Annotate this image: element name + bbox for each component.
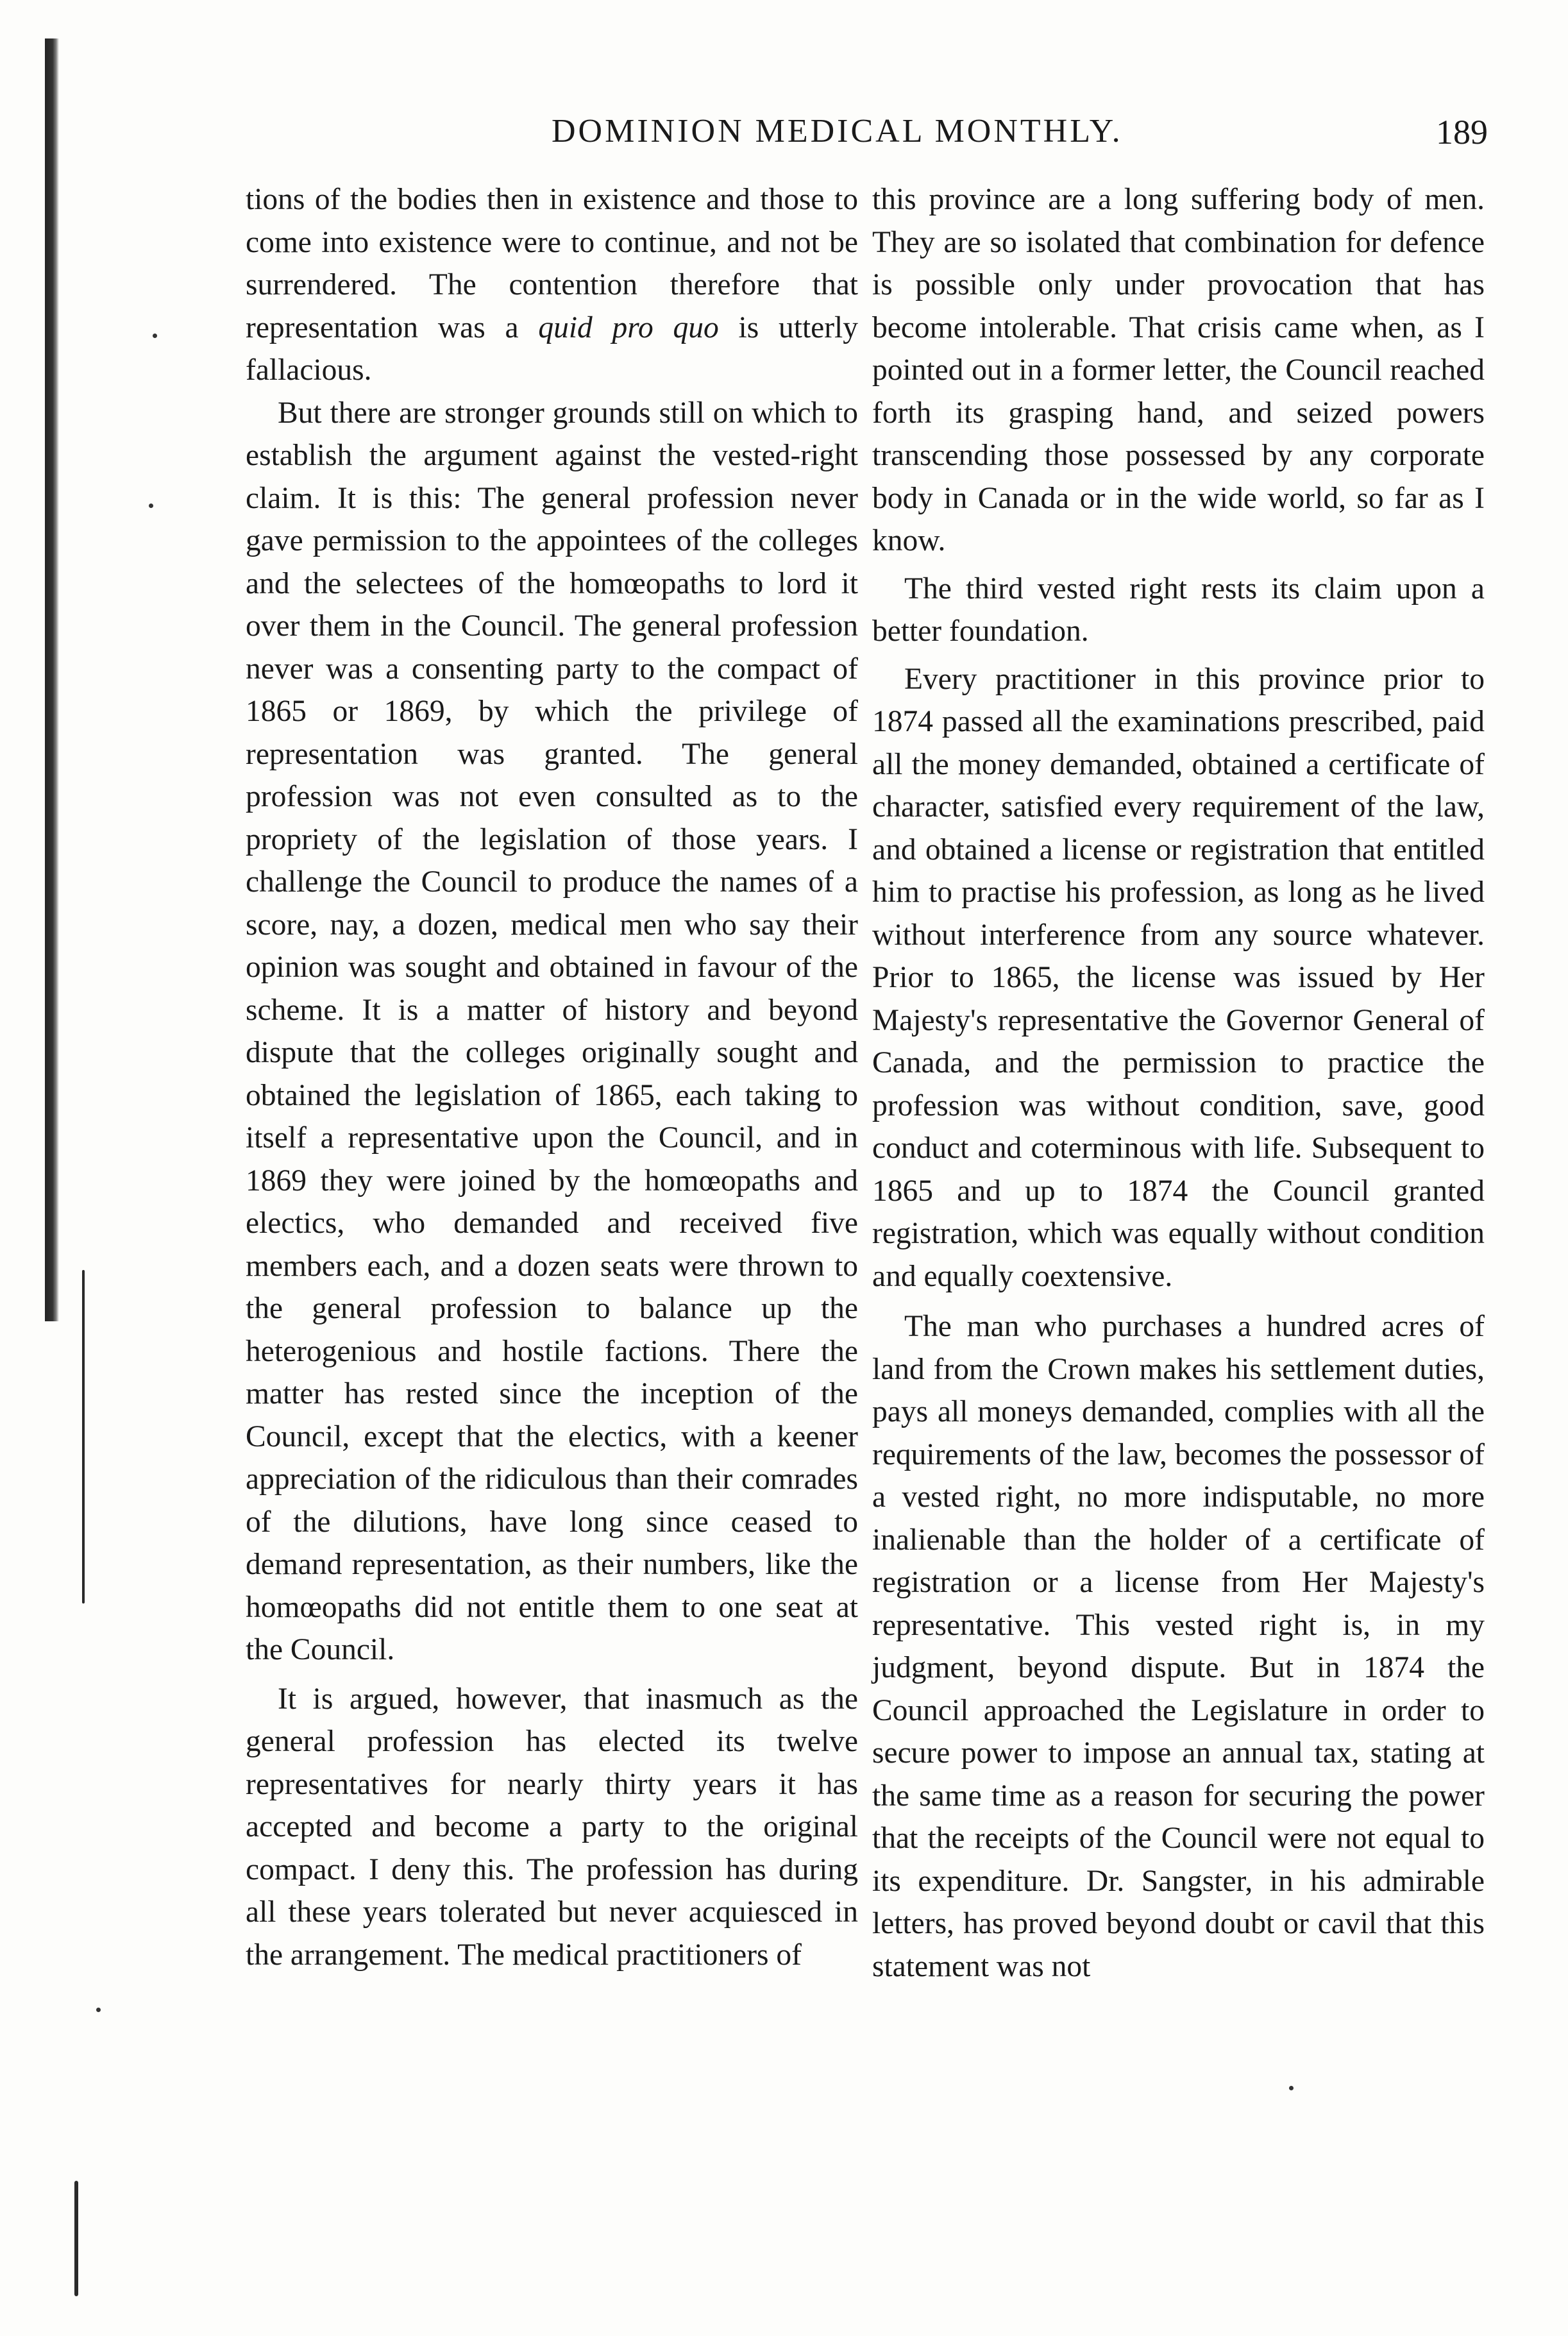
binding-edge-shadow xyxy=(45,38,59,1321)
paragraph: The third vested right rests its claim upon a better foundation. xyxy=(872,571,1485,648)
italic-phrase: quid pro quo xyxy=(538,310,719,344)
left-column xyxy=(246,178,858,1976)
scan-speck xyxy=(149,504,153,508)
text-run: tions of the bodies then in existence and those to come into existence were to continue, and not be surrendered. The contention therefore that representation was a xyxy=(246,183,858,344)
page-header xyxy=(552,112,1488,164)
paragraph: Every practitioner in this province prior to 1874 passed all the examinations prescribed, paid all the money demanded, obtained a certificate of character, satisfied every requirement of the law, and obtained a license or registration that entitled him to practise his profession, as long as he lived without interference from any source whatever. Prior to 1865, the license was issued by Her Majesty's representative the Governor General of Canada, and the permission to practice the profession was without condition, save, good conduct and coterminous with life. Subsequent to 1865 and up to 1874 the Council granted registration, which was equally without condition and equally coextensive. xyxy=(872,662,1485,1293)
scan-speck xyxy=(153,334,157,338)
running-title: DOMINION MEDICAL MONTHLY. xyxy=(552,113,1123,149)
paragraph xyxy=(246,178,858,392)
binding-edge-mark-bottom xyxy=(74,2181,78,2296)
page-number: 189 xyxy=(1436,113,1488,151)
paragraph: The man who purchases a hundred acres of land from the Crown makes his settlement duties, pays all moneys demanded, complies with all the requirements of the law, becomes the possessor of a vested right, no more indisputable, no more inalienable than the holder of a certificate of registration or a license from Her Majesty's representative. This vested right is, in my judgment, beyond dispute. But in 1874 the Council approached the Legislature in order to secure power to impose an annual tax, stating at the same time as a reason for securing the power that the receipts of the Council were not equal to its expenditure. Dr. Sangster, in his admirable letters, has proved beyond doubt or cavil that this statement was not xyxy=(872,1310,1485,1983)
paragraph: this province are a long suffering body of men. They are so isolated that combination for defence is possible only under provocation that has become intolerable. That crisis came when, as I pointed out in a former letter, the Council reached forth its grasping hand, and seized powers transcending those possessed by any corporate body in Canada or in the wide world, so far as I know. xyxy=(872,183,1485,557)
paragraph: But there are stronger grounds still on which to establish the argument against the vested-right claim. It is this: The general profession never gave permission to the appointees of the colleges and the selectees of the homœopaths to lord it over them in the Council. The general profession never was a consenting party to the compact of 1865 or 1869, by which the privilege of representation was granted. The general profession was not even consulted as to the propriety of the legislation of those years. I challenge the Council to produce the names of a score, nay, a dozen, medical men who say their opinion was sought and obtained in favour of the scheme. It is a matter of history and beyond dispute that the colleges originally sought and obtained the legislation of 1865, each taking to itself a representative upon the Council, and in 1869 they were joined by the homœopaths and electics, who demanded and received five members each, and a dozen seats were thrown to the general profession to balance up the heterogenious and hostile factions. There the matter has rested since the inception of the Council, except that the electics, with a keener appreciation of the ridiculous than their comrades of the dilutions, have long since ceased to demand representation, as their numbers, like the homœopaths did not entitle them to one seat at the Council. xyxy=(246,396,858,1666)
text-run: is utterly fallacious. xyxy=(246,310,858,387)
paragraph: It is argued, however, that inasmuch as the general profession has elected its twelve representatives for nearly thirty years it has accepted and become a party to the original compact. I deny this. The profession has during all these years tolerated but never acquiesced in the arrangement. The medical practitioners of xyxy=(246,1682,858,1972)
binding-edge-mark xyxy=(82,1270,85,1604)
right-column xyxy=(872,178,1485,1988)
scan-speck xyxy=(1289,2086,1294,2090)
scan-speck xyxy=(96,2008,101,2012)
